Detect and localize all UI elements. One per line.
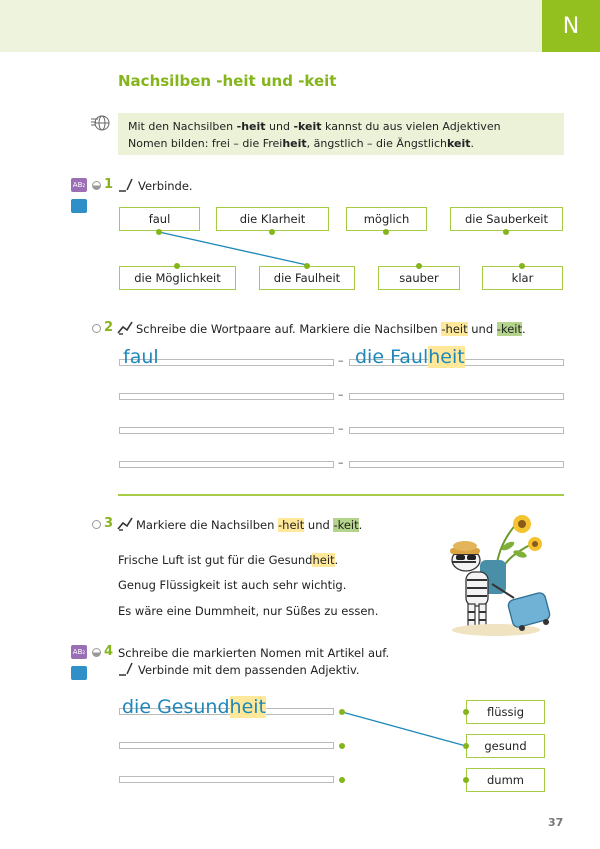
sentence: Genug Flüssigkeit ist auch sehr wichtig. — [118, 578, 347, 592]
example-answer — [122, 696, 266, 718]
page-number: 37 — [548, 816, 564, 829]
example-suffix: heit — [428, 346, 465, 368]
highlight-heit: -heit — [278, 518, 305, 532]
word-box[interactable]: die Klarheit — [216, 207, 329, 231]
connector-dot[interactable] — [463, 709, 469, 715]
info-text: . — [470, 137, 475, 150]
connection-line — [342, 712, 466, 746]
pen-icon — [117, 321, 133, 335]
pair-dash: – — [338, 456, 344, 469]
connector-dot[interactable] — [339, 777, 345, 783]
info-line-1 — [128, 118, 554, 135]
connector-dot[interactable] — [174, 263, 180, 269]
globe-icon — [90, 113, 112, 135]
exercise-instruction: Verbinde mit dem passenden Adjektiv. — [138, 663, 360, 677]
exercise-instruction — [136, 322, 526, 336]
adjective-box[interactable]: flüssig — [466, 700, 545, 724]
word-box[interactable]: die Sauberkeit — [450, 207, 563, 231]
connector-dot[interactable] — [339, 709, 345, 715]
sentence-text: Frische Luft ist gut für die Gesund — [118, 553, 313, 567]
connector-dot[interactable] — [463, 743, 469, 749]
pen-icon — [117, 517, 133, 531]
example-answer — [355, 346, 465, 368]
instruction-text: . — [358, 518, 363, 532]
word-box[interactable]: die Möglichkeit — [119, 266, 236, 290]
adjective-box[interactable]: dumm — [466, 768, 545, 792]
info-suffix-heit: heit — [282, 137, 307, 150]
writing-line[interactable] — [119, 461, 334, 468]
writing-line[interactable] — [119, 393, 334, 400]
word-box[interactable]: klar — [482, 266, 563, 290]
zebra-illustration — [436, 510, 564, 638]
info-box — [118, 113, 564, 155]
sentence-text: . — [334, 553, 339, 567]
writing-line[interactable] — [349, 427, 564, 434]
exercise-instruction: Schreibe die markierten Nomen mit Artikel auf. — [118, 646, 390, 660]
instruction-text: und — [467, 322, 497, 336]
info-suffix-keit: -keit — [293, 120, 322, 133]
info-text: , ängstlich – die Ängstlich — [306, 137, 447, 150]
connection-line — [159, 232, 307, 265]
ab-badge: AB₂ — [71, 645, 87, 659]
exercise-instruction: Verbinde. — [138, 179, 193, 193]
info-text: Nomen bilden: frei – die Frei — [128, 137, 283, 150]
connector-dot[interactable] — [304, 263, 310, 269]
word-box[interactable]: sauber — [378, 266, 460, 290]
info-suffix-keit: keit — [447, 137, 471, 150]
highlight-keit: -keit — [496, 322, 522, 336]
exercise-number: 3 — [104, 516, 114, 531]
example-stem: die Faul — [355, 346, 429, 368]
difficulty-icon — [92, 324, 101, 333]
difficulty-icon — [92, 648, 101, 657]
connector-dot[interactable] — [416, 263, 422, 269]
connector-dot[interactable] — [269, 229, 275, 235]
pair-dash: – — [338, 354, 344, 367]
connector-dot[interactable] — [156, 229, 162, 235]
pair-dash: – — [338, 422, 344, 435]
instruction-text: . — [521, 322, 526, 336]
ab-badge: AB₂ — [71, 178, 87, 192]
connector-dot[interactable] — [463, 777, 469, 783]
section-divider — [118, 494, 564, 496]
exercise-instruction — [136, 518, 362, 532]
adjective-box[interactable]: gesund — [466, 734, 545, 758]
pencil-icon — [118, 178, 134, 192]
pair-dash: – — [338, 388, 344, 401]
example-word: faul — [123, 346, 159, 368]
exercise-number: 1 — [104, 177, 114, 192]
exercise-number: 4 — [104, 644, 114, 659]
header-band — [0, 0, 542, 52]
info-text: kannst du aus vielen Adjektiven — [321, 120, 501, 133]
connector-dot[interactable] — [503, 229, 509, 235]
differentiation-icon — [71, 199, 87, 213]
instruction-text: Markiere die Nachsilben — [136, 518, 279, 532]
info-suffix-heit: -heit — [236, 120, 266, 133]
word-box[interactable]: möglich — [346, 207, 427, 231]
connector-dot[interactable] — [383, 229, 389, 235]
sentence — [118, 553, 338, 567]
info-text: und — [265, 120, 294, 133]
word-box[interactable]: die Faulheit — [259, 266, 355, 290]
instruction-text: und — [304, 518, 334, 532]
writing-line[interactable] — [349, 461, 564, 468]
connector-dot[interactable] — [519, 263, 525, 269]
difficulty-icon — [92, 520, 101, 529]
sentence-highlight: heit — [312, 553, 335, 567]
page-title: Nachsilben -heit und -keit — [118, 72, 337, 90]
connector-dot[interactable] — [339, 743, 345, 749]
writing-line[interactable] — [119, 427, 334, 434]
exercise-number: 2 — [104, 320, 114, 335]
info-line-2 — [128, 135, 554, 152]
differentiation-icon — [71, 666, 87, 680]
highlight-heit: -heit — [441, 322, 468, 336]
chapter-tab: N — [542, 0, 600, 52]
highlight-keit: -keit — [333, 518, 359, 532]
example-suffix: heit — [229, 696, 266, 718]
instruction-text: Schreibe die Wortpaare auf. Markiere die Nachsilben — [136, 322, 442, 336]
sentence: Es wäre eine Dummheit, nur Süßes zu essen. — [118, 604, 379, 618]
pencil-icon — [118, 662, 134, 676]
writing-line[interactable] — [349, 393, 564, 400]
writing-line[interactable] — [119, 742, 334, 749]
example-stem: die Gesund — [122, 696, 230, 718]
word-box[interactable]: faul — [119, 207, 200, 231]
difficulty-icon — [92, 181, 101, 190]
writing-line[interactable] — [119, 776, 334, 783]
info-text: Mit den Nachsilben — [128, 120, 237, 133]
